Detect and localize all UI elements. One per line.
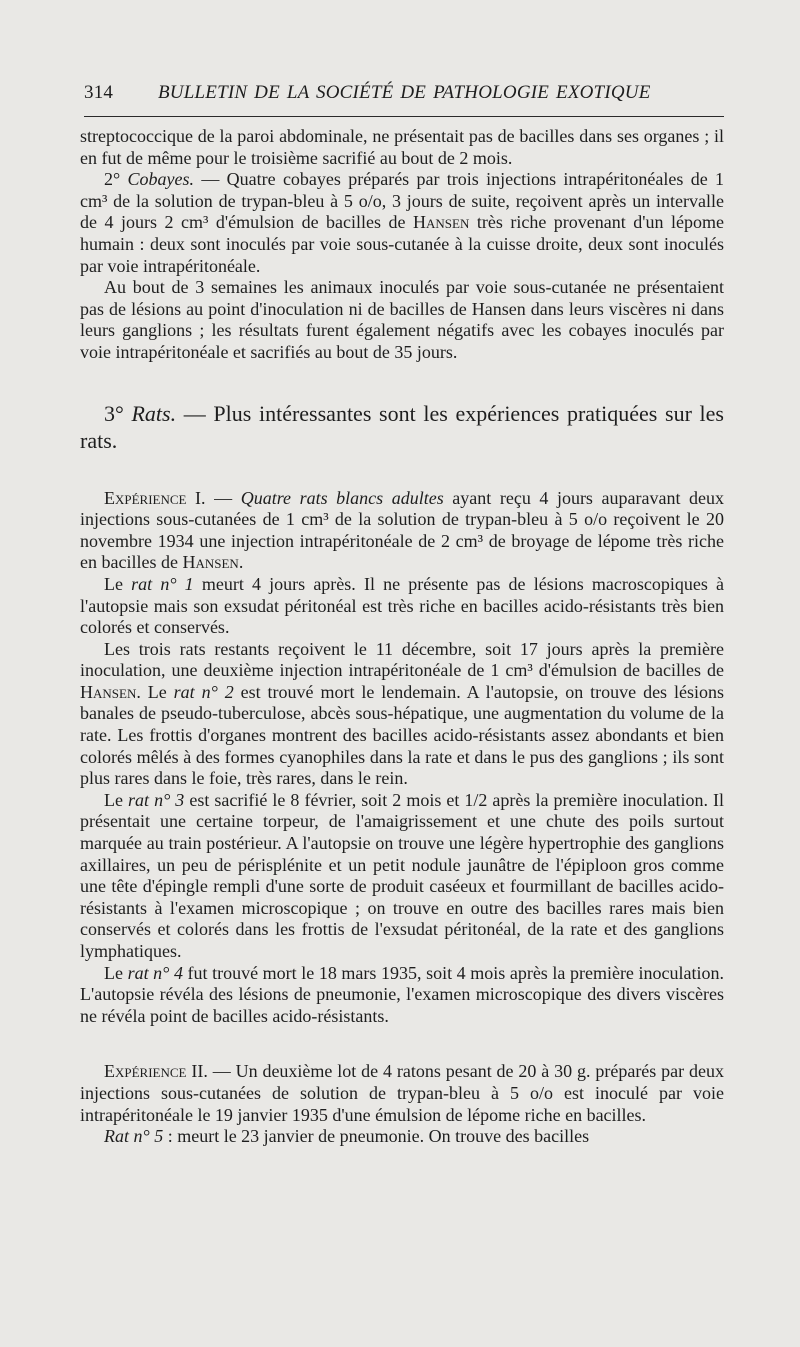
paragraph-experience-2: Expérience II. — Un deuxième lot de 4 ratons pesant de 20 à 30 g. préparés par deux injections sous-cutanées de solution de trypan-bleu à 5 o/o est inoculé par voie intrapéritonéale le 19 janvier 1935 d'une émulsion de lépome riche en bacilles.	[80, 1061, 724, 1125]
paragraph-rat-5: Rat n° 5 : meurt le 23 janvier de pneumonie. On trouve des bacilles	[104, 1126, 590, 1147]
spacer	[80, 1027, 724, 1061]
paragraph-cobayes-results: Au bout de 3 semaines les animaux inoculés par voie sous-cutanée ne présentaient pas de lésions au point d'inoculation ni de bacilles de Hansen dans leurs viscères ni dans leurs ganglions ; les résultats furent également négatifs avec les cobayes inoculés par voie intrapéritonéale et sacrifiés au bout de 35 jours.	[80, 277, 724, 362]
paragraph-continuation: streptococcique de la paroi abdominale, ne présentait pas de bacilles dans ses organes ; il en fut de même pour le troisième sacrifié au bout de 2 mois.	[80, 126, 724, 168]
page-header	[84, 82, 722, 106]
article-body	[80, 126, 724, 1148]
paragraph-experience-1: Expérience I. — Quatre rats blancs adultes ayant reçu 4 jours auparavant deux injections sous-cutanées de 1 cm³ de la solution de trypan-bleu à 5 o/o reçoivent le 20 novembre 1934 une injection intrapéritonéale de 2 cm³ de broyage de lépome très riche en bacilles de Hansen.	[80, 487, 725, 573]
paragraph-rat-4: Le rat n° 4 fut trouvé mort le 18 mars 1935, soit 4 mois après la première inoculation. L'autopsie révéla des lésions de pneumonie, l'examen microscopique des divers viscères ne révéla point de bacilles acido-résistants.	[80, 962, 724, 1026]
paragraph-rat-2: Les trois rats restants reçoivent le 11 décembre, soit 17 jours après la première inoculation, une deuxième injection intrapéritonéale de 1 cm³ d'émulsion de bacilles de Hansen. Le rat n° 2 est trouvé mort le lendemain. A l'autopsie, on trouve des lésions banales de pseudo-tuberculose, abcès sous-hépatique, une augmentation du volume de la rate. Les frottis d'organes montrent des bacilles acido-résistants assez abondants et bien colorés mêlés à des formes cyanophiles dans la rate et dans le pus des ganglions ; ils sont plus rares dans le foie, très rares, dans le rein.	[80, 638, 724, 789]
experience-1-label: Expérience I.	[104, 487, 206, 508]
section-heading-rats: 3° Rats. — Plus intéressantes sont les expériences pratiquées sur les rats.	[80, 400, 724, 453]
header-rule	[84, 116, 724, 117]
section-title-cobayes: Cobayes.	[127, 169, 195, 190]
paragraph-rat-1: Le rat n° 1 meurt 4 jours après. Il ne présente pas de lésions macroscopiques à l'autopsie mais son exsudat péritonéal est très riche en bacilles acido-résistants très bien colorés et conservés.	[80, 573, 724, 638]
paragraph-rat-3: Le rat n° 3 est sacrifié le 8 février, soit 2 mois et 1/2 après la première inoculation. Il présentait une certaine torpeur, de l'amaigrissement et une chute des poils surtout marquée au train postérieur. A l'autopsie on trouve une légère hypertrophie des ganglions axillaires, un peu de périsplénite et un petit nodule jaunâtre de l'épiploon gros comme une tête d'épingle rempli d'une sorte de produit caséeux et fourmillant de bacilles acido-résistants à l'examen microscopique ; on trouve en outre des bacilles rares mais bien conservés et colorés dans les frottis de l'exsudat péritonéal, de la rate et des ganglions lymphatiques.	[80, 789, 724, 961]
running-title: BULLETIN DE LA SOCIÉTÉ DE PATHOLOGIE EXOTIQUE	[158, 82, 651, 103]
page-number: 314	[84, 82, 114, 103]
experience-2-label: Expérience II.	[104, 1061, 208, 1082]
paragraph-cobayes: 2° Cobayes. — Quatre cobayes préparés par trois injections intrapéritonéales de 1 cm³ de la solution de trypan-bleu à 5 o/o, 3 jours de suite, reçoivent après un intervalle de 4 jours 2 cm³ d'émulsion de bacilles de Hansen très riche provenant d'un lépome humain : deux sont inoculés par voie sous-cutanée à la cuisse droite, deux sont inoculés par voie intrapéritonéale.	[80, 169, 724, 276]
section-title-rats: Rats.	[131, 400, 177, 426]
